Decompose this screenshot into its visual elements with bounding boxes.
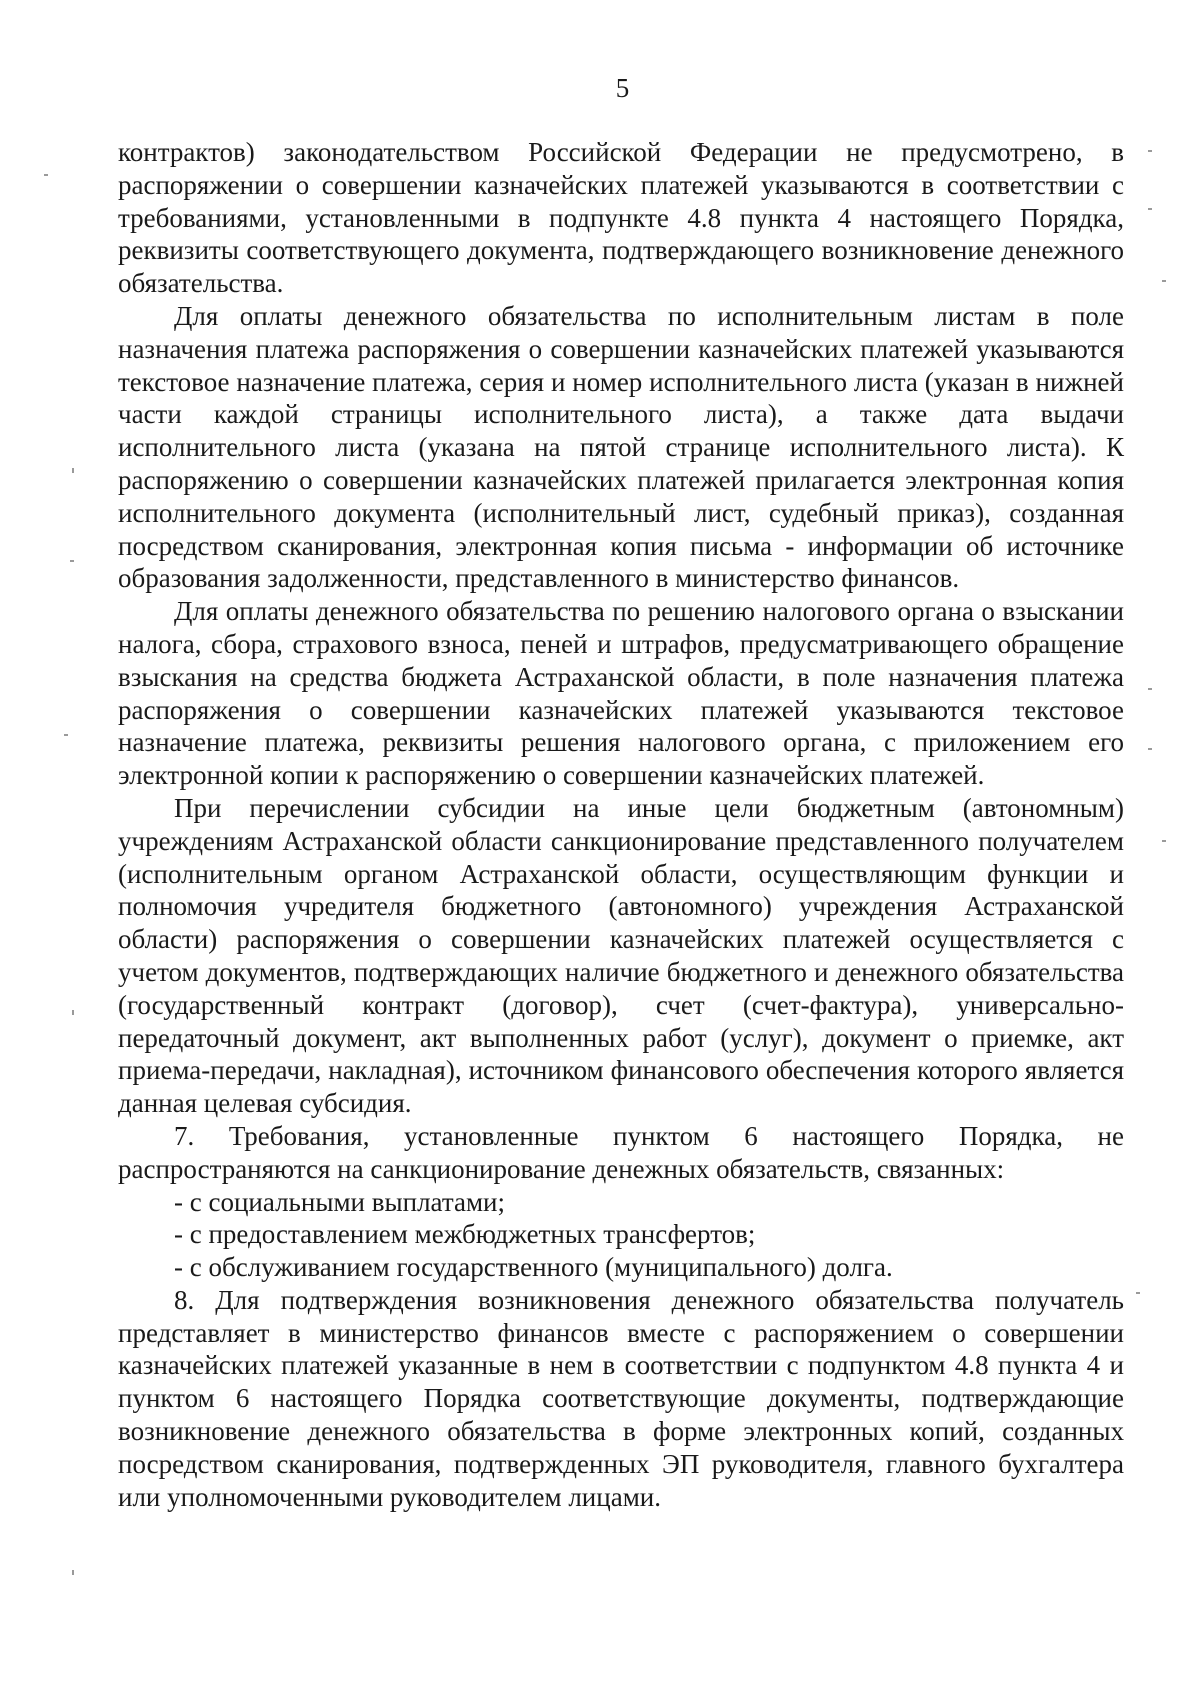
paragraph-item-7: 7. Требования, установленные пунктом 6 настоящего Порядка, не распространяются на санкционирование денежных обязательств, связанных: (118, 1120, 1124, 1184)
scan-speck (72, 468, 74, 473)
scan-speck (1136, 1292, 1140, 1294)
list-item-interbudget-transfers: - с предоставлением межбюджетных трансфертов; (174, 1219, 756, 1250)
document-body (118, 136, 1124, 1513)
paragraph-subsidy-transfer: При перечислении субсидии на иные цели бюджетным (автономным) учреждениям Астраханской области санкционирование представленного получателем (исполнительным органом Астраханской области, осуществляющим функции и полномочия учредителя бюджетного (автономного) учреждения Астраханской области) распоряжения о совершении казначейских платежей осуществляется с учетом документов, подтверждающих наличие бюджетного и денежного обязательства (государственный контракт (договор), счет (счет-фактура), универсально-передаточный документ, акт выполненных работ (услуг), документ о приемке, акт приема-передачи, накладная), источником финансового обеспечения которого является данная целевая субсидия. (118, 792, 1124, 1119)
scan-speck (72, 1010, 74, 1015)
scan-speck (44, 174, 48, 176)
list-item-debt-servicing: - с обслуживанием государственного (муниципального) долга. (174, 1252, 893, 1283)
paragraph-enforcement-orders: Для оплаты денежного обязательства по исполнительным листам в поле назначения платежа распоряжения о совершении казначейских платежей указываются текстовое назначение платежа, серия и номер исполнительного листа (указан в нижней части каждой страницы исполнительного листа), а также дата выдачи исполнительного листа (указана на пятой странице исполнительного листа). К распоряжению о совершении казначейских платежей прилагается электронная копия исполнительного документа (исполнительный лист, судебный приказ), созданная посредством сканирования, электронная копия письма - информации об источнике образования задолженности, представленного в министерство финансов. (118, 300, 1124, 594)
scan-speck (1162, 280, 1166, 282)
scan-speck (1148, 150, 1152, 152)
scan-speck (1148, 208, 1152, 210)
scan-speck (1148, 688, 1152, 690)
scan-speck (70, 560, 74, 562)
list-item-social-payments: - с социальными выплатами; (174, 1186, 505, 1217)
scan-speck (1148, 748, 1152, 750)
scan-speck (1162, 840, 1166, 842)
scan-speck (64, 734, 68, 736)
paragraph-item-8: 8. Для подтверждения возникновения денежного обязательства получатель представляет в министерство финансов вместе с распоряжением о совершении казначейских платежей указанные в нем в соответствии с подпунктом 4.8 пункта 4 и пунктом 6 настоящего Порядка соответствующие документы, подтверждающие возникновение денежного обязательства в форме электронных копий, созданных посредством сканирования, подтвержденных ЭП руководителя, главного бухгалтера или уполномоченными руководителем лицами. (118, 1284, 1124, 1512)
paragraph-continuation: контрактов) законодательством Российской Федерации не предусмотрено, в распоряжении о совершении казначейских платежей указываются в соответствии с требованиями, установленными в подпункте 4.8 пункта 4 настоящего Порядка, реквизиты соответствующего документа, подтверждающего возникновение денежного обязательства. (118, 137, 1124, 299)
paragraph-tax-authority-decision: Для оплаты денежного обязательства по решению налогового органа о взыскании налога, сбора, страхового взноса, пеней и штрафов, предусматривающего обращение взыскания на средства бюджета Астраханской области, в поле назначения платежа распоряжения о совершении казначейских платежей указываются текстовое назначение платежа, реквизиты решения налогового органа, с приложением его электронной копии к распоряжению о совершении казначейских платежей. (118, 596, 1124, 791)
scan-speck (72, 1570, 74, 1575)
page-number: 5 (615, 73, 630, 103)
